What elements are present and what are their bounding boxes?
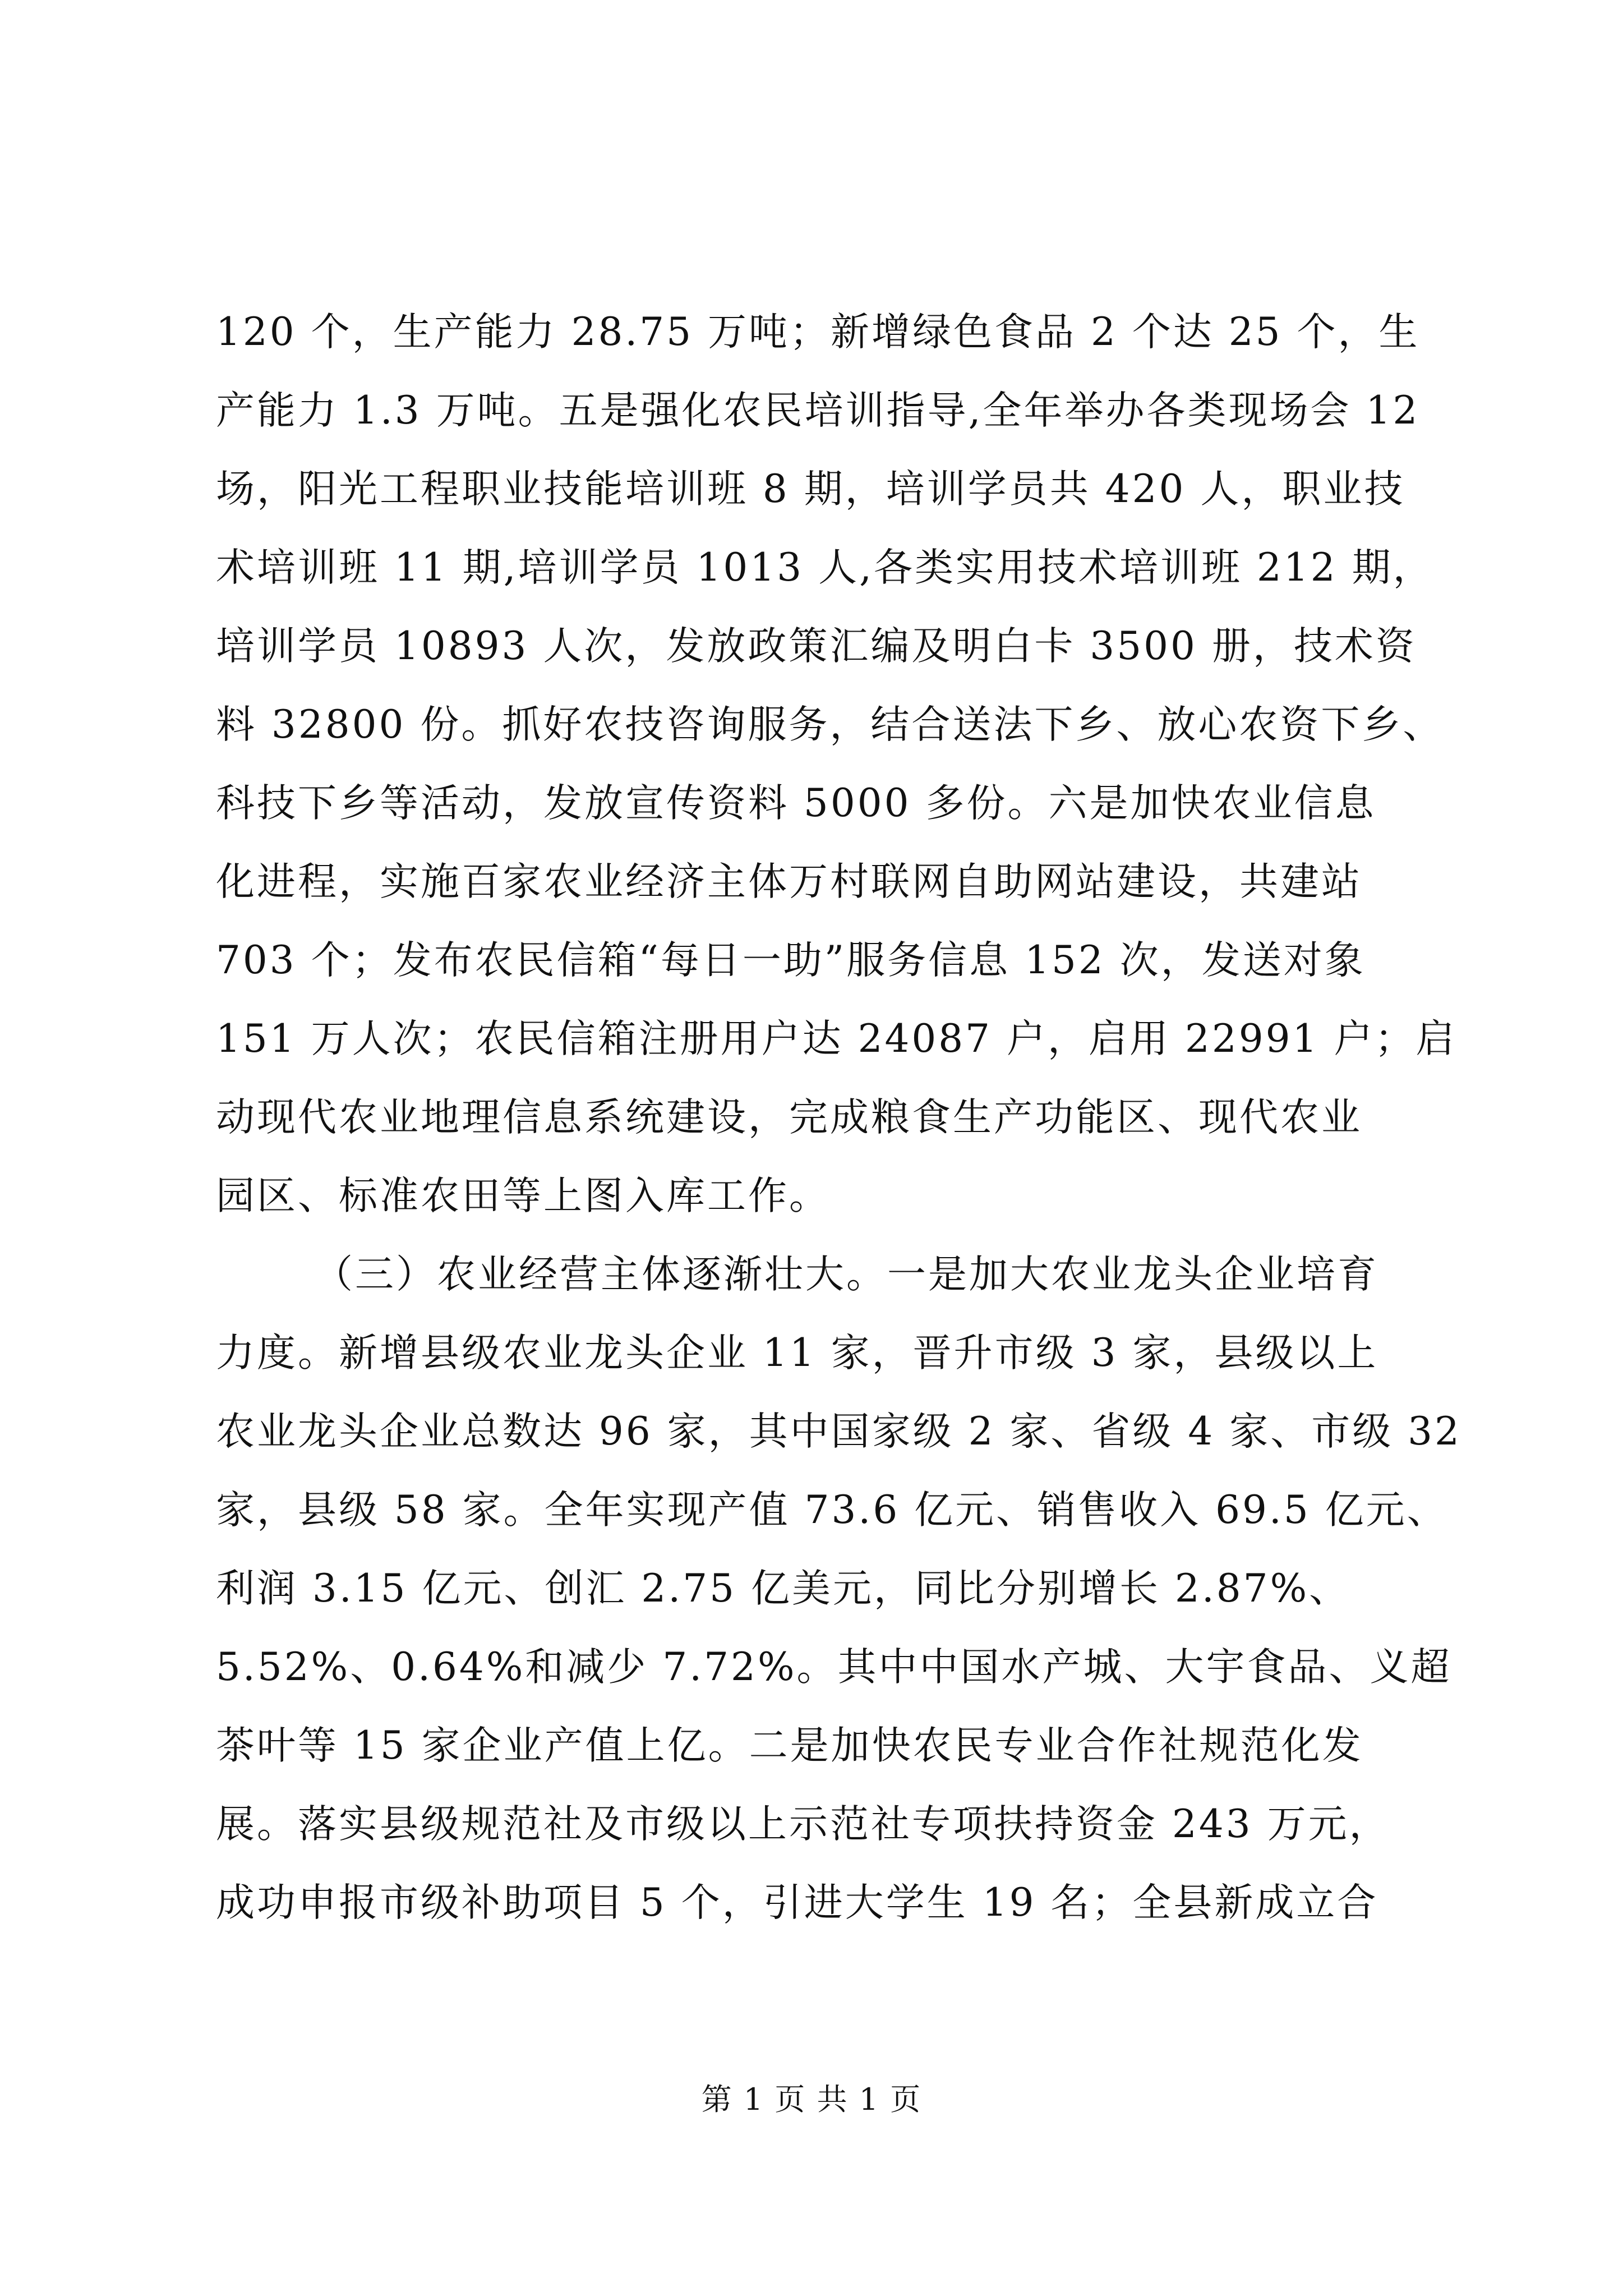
page-number-footer: 第 1 页 共 1 页 bbox=[701, 2082, 922, 2117]
text-line: 151 万人次；农民信箱注册用户达 24087 户，启用 22991 户；启 bbox=[216, 1016, 1457, 1061]
text-line: 场，阳光工程职业技能培训班 8 期，培训学员共 420 人，职业技 bbox=[216, 467, 1405, 512]
text-line: 家，县级 58 家。全年实现产值 73.6 亿元、销售收入 69.5 亿元、 bbox=[216, 1488, 1448, 1533]
text-line: 利润 3.15 亿元、创汇 2.75 亿美元，同比分别增长 2.87%、 bbox=[216, 1566, 1350, 1611]
text-line: 料 32800 份。抓好农技咨询服务，结合送法下乡、放心农资下乡、 bbox=[216, 702, 1444, 747]
text-line: 科技下乡等活动，发放宣传资料 5000 多份。六是加快农业信息 bbox=[216, 781, 1376, 826]
text-line: 术培训班 11 期,培训学员 1013 人,各类实用技术培训班 212 期， bbox=[216, 545, 1434, 590]
text-line: 力度。新增县级农业龙头企业 11 家，晋升市级 3 家，县级以上 bbox=[216, 1331, 1378, 1375]
text-line: 703 个；发布农民信箱“每日一助”服务信息 152 次，发送对象 bbox=[216, 938, 1366, 983]
text-line: 产能力 1.3 万吨。五是强化农民培训指导,全年举办各类现场会 12 bbox=[216, 388, 1420, 433]
text-line: 农业龙头企业总数达 96 家，其中国家级 2 家、省级 4 家、市级 32 bbox=[216, 1409, 1461, 1454]
text-line: 展。落实县级规范社及市级以上示范社专项扶持资金 243 万元， bbox=[216, 1802, 1390, 1847]
text-line: 茶叶等 15 家企业产值上亿。二是加快农民专业合作社规范化发 bbox=[216, 1723, 1363, 1768]
text-line: 培训学员 10893 人次，发放政策汇编及明白卡 3500 册，技术资 bbox=[216, 624, 1417, 669]
text-line: 120 个，生产能力 28.75 万吨；新增绿色食品 2 个达 25 个，生 bbox=[216, 310, 1420, 355]
text-line: 园区、标准农田等上图入库工作。 bbox=[216, 1174, 830, 1218]
text-line: 动现代农业地理信息系统建设，完成粮食生产功能区、现代农业 bbox=[216, 1095, 1362, 1140]
text-line: 5.52%、0.64%和减少 7.72%。其中中国水产城、大宇食品、义超 bbox=[216, 1645, 1452, 1690]
section-heading-line: （三）农业经营主体逐渐壮大。一是加大农业龙头企业培育 bbox=[314, 1252, 1378, 1297]
text-line: 成功申报市级补助项目 5 个，引进大学生 19 名；全县新成立合 bbox=[216, 1880, 1378, 1925]
body-text bbox=[216, 293, 1461, 1942]
text-line: 化进程，实施百家农业经济主体万村联网自助网站建设，共建站 bbox=[216, 859, 1362, 904]
